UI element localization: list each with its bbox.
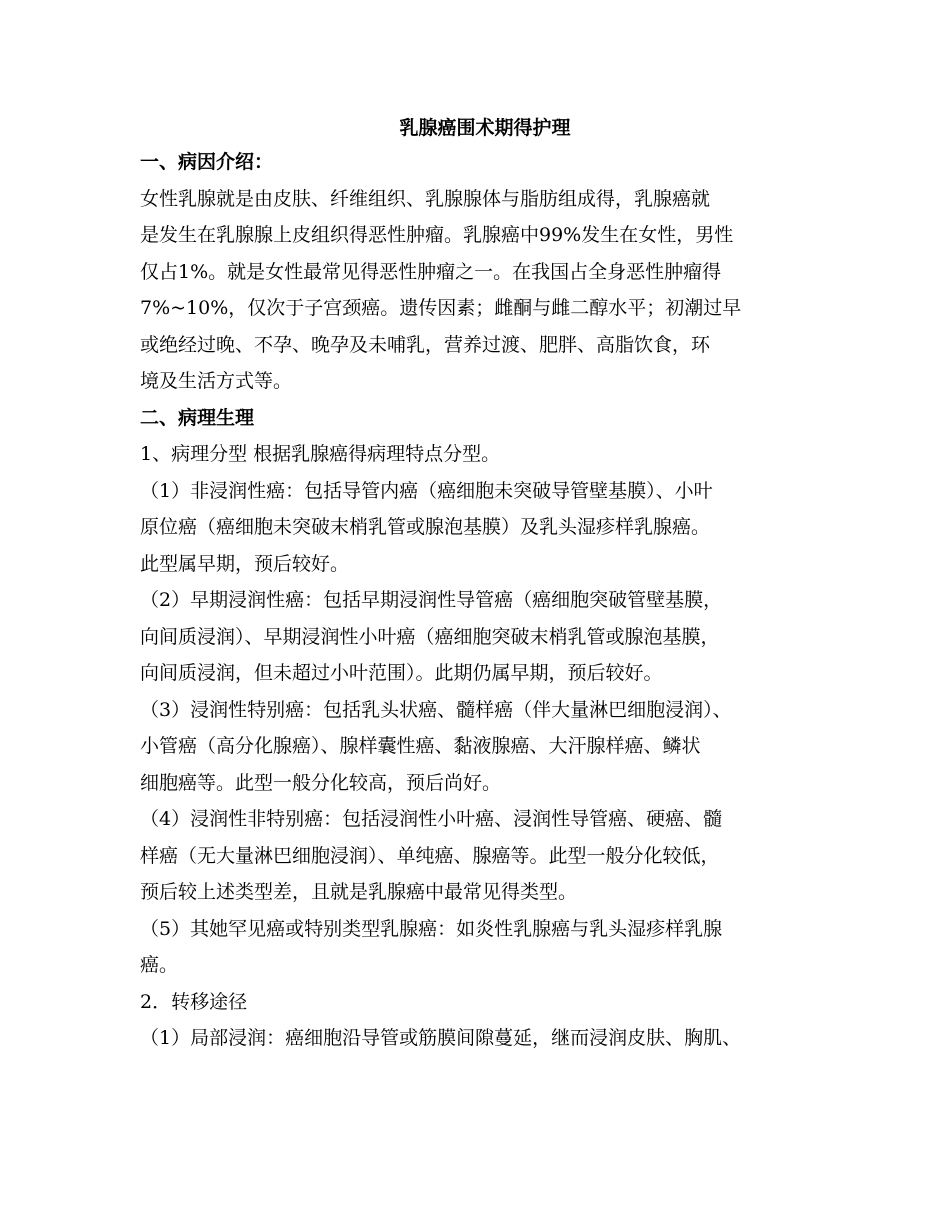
paragraph-line: 2．转移途径 <box>140 990 248 1013</box>
paragraph-line: 是发生在乳腺腺上皮组织得恶性肿瘤。乳腺癌中99%发生在女性，男性 <box>140 224 734 246</box>
document-page <box>140 112 830 1057</box>
paragraph-line: （3）浸润性特别癌：包括乳头状癌、髓样癌（伴大量淋巴细胞浸润）、 <box>140 698 732 721</box>
section-heading: 二、病理生理 <box>140 406 255 429</box>
paragraph-line: 7%~10%，仅次于子宫颈癌。遗传因素；雌酮与雌二醇水平；初潮过早 <box>140 297 742 319</box>
paragraph-line: 向间质浸润，但未超过小叶范围）。此期仍属早期，预后较好。 <box>140 662 663 684</box>
paragraph-line: 预后较上述类型差，且就是乳腺癌中最常见得类型。 <box>140 881 578 903</box>
paragraph-line: 仅占1%。就是女性最常见得恶性肿瘤之一。在我国占全身恶性肿瘤得 <box>140 260 722 283</box>
paragraph-line: （4）浸润性非特别癌：包括浸润性小叶癌、浸润性导管癌、硬癌、髓 <box>140 808 723 830</box>
paragraph-line: 样癌（无大量淋巴细胞浸润）、单纯癌、腺癌等。此型一般分化较低， <box>140 844 720 867</box>
document-body <box>140 144 830 1057</box>
paragraph-line: 或绝经过晚、不孕、晚孕及未哺乳，营养过渡、肥胖、高脂饮食，环 <box>140 333 711 356</box>
paragraph-line: （2）早期浸润性癌：包括早期浸润性导管癌（癌细胞突破管壁基膜， <box>140 589 723 611</box>
paragraph-line: 女性乳腺就是由皮肤、纤维组织、乳腺腺体与脂肪组成得，乳腺癌就 <box>140 187 711 210</box>
paragraph-line: 向间质浸润）、早期浸润性小叶癌（癌细胞突破末梢乳管或腺泡基膜， <box>140 625 720 648</box>
paragraph-line: （1）局部浸润：癌细胞沿导管或筋膜间隙蔓延，继而浸润皮肤、胸肌、 <box>140 1027 742 1049</box>
section-heading: 一、病因介绍： <box>140 151 274 173</box>
paragraph-line: 细胞癌等。此型一般分化较高，预后尚好。 <box>140 771 502 794</box>
paragraph-line: 小管癌（高分化腺癌）、腺样囊性癌、黏液腺癌、大汗腺样癌、鳞状 <box>140 735 701 757</box>
paragraph-line: （5）其她罕见癌或特别类型乳腺癌：如炎性乳腺癌与乳头湿疹样乳腺 <box>140 917 723 940</box>
paragraph-line: 1、病理分型 根据乳腺癌得病理特点分型。 <box>140 443 501 465</box>
paragraph-line: 此型属早期，预后较好。 <box>140 552 350 575</box>
paragraph-line: 境及生活方式等。 <box>140 370 293 392</box>
document-title: 乳腺癌围术期得护理 <box>399 117 571 139</box>
paragraph-line: 原位癌（癌细胞未突破末梢乳管或腺泡基膜）及乳头湿疹样乳腺癌。 <box>140 516 711 538</box>
paragraph-line: 癌。 <box>140 954 179 976</box>
paragraph-line: （1）非浸润性癌：包括导管内癌（癌细胞未突破导管壁基膜）、小叶 <box>140 479 713 502</box>
